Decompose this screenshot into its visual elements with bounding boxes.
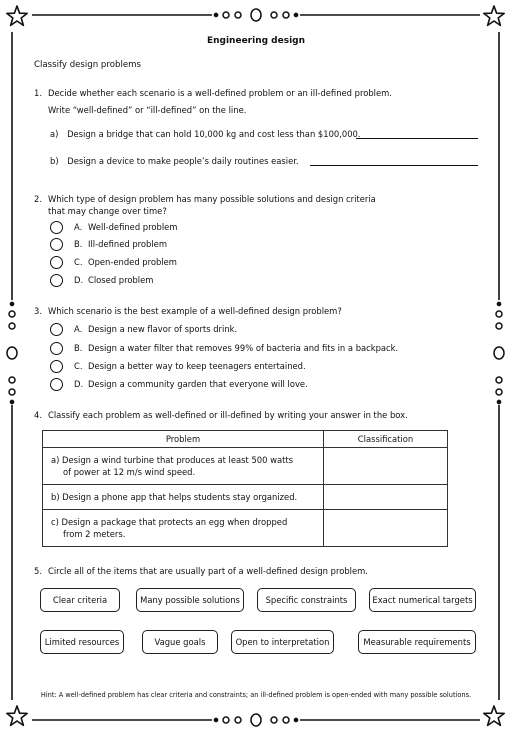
option-pill-limited-resources[interactable]: Limited resources <box>40 630 124 654</box>
problem-cell <box>43 448 324 485</box>
left-ornament <box>7 302 17 403</box>
problem-text: b) Design a phone app that helps students stay organized. <box>51 492 298 502</box>
worksheet-subtitle: Classify design problems <box>34 60 141 70</box>
question-text-line2: that may change over time? <box>48 206 167 216</box>
item-letter: b) <box>50 156 59 166</box>
item-text: Design a device to make people’s daily routines easier. <box>67 156 299 166</box>
answer-bubble[interactable] <box>50 323 63 336</box>
problem-text-line2: from 2 meters. <box>63 529 126 539</box>
option-text: Open-ended problem <box>88 257 177 267</box>
option-letter: A. <box>74 324 83 334</box>
item-letter: a) <box>50 129 59 139</box>
question-number: 2. <box>34 194 42 204</box>
question-number: 1. <box>34 88 42 98</box>
option-letter: B. <box>74 239 83 249</box>
problem-text: a) Design a wind turbine that produces at least 500 watts <box>51 455 294 465</box>
answer-bubble[interactable] <box>50 221 63 234</box>
question-text: Which scenario is the best example of a well-defined design problem? <box>48 306 342 316</box>
option-pill-clear-criteria[interactable]: Clear criteria <box>40 588 120 612</box>
right-ornament <box>494 302 504 403</box>
option-pill-specific-constraints[interactable]: Specific constraints <box>257 588 356 612</box>
problem-text: c) Design a package that protects an egg when dropped <box>51 517 288 527</box>
option-pill-measurable-requirements[interactable]: Measurable requirements <box>358 630 476 654</box>
question-text: Classify each problem as well-defined or ill-defined by writing your answer in the box. <box>48 410 408 420</box>
answer-bubble[interactable] <box>50 360 63 373</box>
question-text: Decide whether each scenario is a well-defined problem or an ill-defined problem. <box>48 88 392 98</box>
hint-text: Hint: A well-defined problem has clear criteria and constraints; an ill-defined problem is open-ended with many possible solutions. <box>40 691 472 699</box>
option-letter: C. <box>74 361 83 371</box>
option-letter: B. <box>74 343 83 353</box>
option-letter: D. <box>74 379 84 389</box>
classification-table <box>42 430 448 547</box>
option-letter: C. <box>74 257 83 267</box>
problem-cell <box>43 510 324 547</box>
answer-bubble[interactable] <box>50 256 63 269</box>
table-header-row <box>43 431 448 448</box>
answer-bubble[interactable] <box>50 342 63 355</box>
option-text: Ill-defined problem <box>88 239 167 249</box>
option-text: Design a better way to keep teenagers entertained. <box>88 361 306 371</box>
option-letter: D. <box>74 275 84 285</box>
option-pill-vague-goals[interactable]: Vague goals <box>142 630 218 654</box>
answer-bubble[interactable] <box>50 378 63 391</box>
table-row <box>43 510 448 547</box>
q1-item-b <box>50 156 299 166</box>
q1-item-a <box>50 129 361 139</box>
star-icon-bottom-right <box>484 706 504 725</box>
question-text-line2: Write “well-defined” or “ill-defined” on the line. <box>48 105 247 115</box>
option-text: Closed problem <box>88 275 154 285</box>
classification-answer-box[interactable] <box>324 510 448 547</box>
answer-bubble[interactable] <box>50 274 63 287</box>
q1-answer-line-a[interactable] <box>356 138 478 139</box>
question-number: 5. <box>34 566 42 576</box>
option-text: Well-defined problem <box>88 222 178 232</box>
table-row <box>43 485 448 510</box>
option-pill-exact-numerical-targets[interactable]: Exact numerical targets <box>369 588 476 612</box>
problem-cell <box>43 485 324 510</box>
item-text: Design a bridge that can hold 10,000 kg and cost less than $100,000. <box>67 129 361 139</box>
option-pill-many-possible-solutions[interactable]: Many possible solutions <box>136 588 244 612</box>
table-row <box>43 448 448 485</box>
question-text: Which type of design problem has many possible solutions and design criteria <box>48 194 376 204</box>
top-ornament <box>214 9 297 21</box>
q1-answer-line-b[interactable] <box>310 165 478 166</box>
option-text: Design a water filter that removes 99% of bacteria and fits in a backpack. <box>88 343 399 353</box>
classification-answer-box[interactable] <box>324 448 448 485</box>
problem-text-line2: of power at 12 m/s wind speed. <box>63 467 196 477</box>
question-number: 4. <box>34 410 42 420</box>
bottom-ornament <box>214 714 297 726</box>
column-header-classification: Classification <box>324 431 448 448</box>
star-icon-top-left <box>7 6 27 25</box>
option-text: Design a new flavor of sports drink. <box>88 324 238 334</box>
star-icon-top-right <box>484 6 504 25</box>
question-text: Circle all of the items that are usually part of a well-defined design problem. <box>48 566 368 576</box>
worksheet-title: Engineering design <box>206 36 306 46</box>
option-letter: A. <box>74 222 83 232</box>
answer-bubble[interactable] <box>50 238 63 251</box>
question-number: 3. <box>34 306 42 316</box>
star-icon-bottom-left <box>7 706 27 725</box>
column-header-problem: Problem <box>43 431 324 448</box>
option-text: Design a community garden that everyone will love. <box>88 379 308 389</box>
classification-answer-box[interactable] <box>324 485 448 510</box>
option-pill-open-to-interpretation[interactable]: Open to interpretation <box>231 630 334 654</box>
